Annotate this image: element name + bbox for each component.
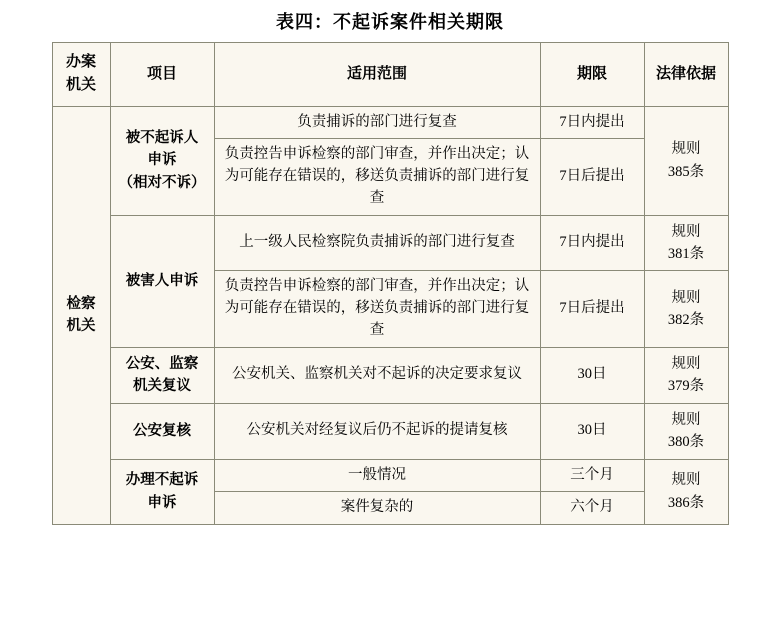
table-row bbox=[52, 459, 728, 492]
cell-scope: 案件复杂的 bbox=[214, 492, 540, 525]
basis-line-2: 379条 bbox=[667, 378, 705, 395]
basis-line-2: 385条 bbox=[667, 163, 705, 180]
cell-scope: 负责捕诉的部门进行复查 bbox=[214, 106, 540, 139]
table-row bbox=[52, 106, 728, 139]
cell-limit: 六个月 bbox=[540, 492, 644, 525]
cell-limit: 7日后提出 bbox=[540, 139, 644, 215]
column-header-limit: 期限 bbox=[540, 43, 644, 107]
cell-basis bbox=[644, 271, 728, 347]
cell-limit: 30日 bbox=[540, 403, 644, 459]
cell-scope: 负责控告申诉检察的部门审查，并作出决定；认为可能存在错误的，移送负责捕诉的部门进行复查 bbox=[214, 271, 540, 347]
cell-basis bbox=[644, 215, 728, 271]
basis-line-1: 规则 bbox=[671, 289, 701, 306]
cell-limit: 30日 bbox=[540, 347, 644, 403]
cell-limit: 三个月 bbox=[540, 459, 644, 492]
basis-line-2: 380条 bbox=[667, 434, 705, 451]
cell-scope: 公安机关、监察机关对不起诉的决定要求复议 bbox=[214, 347, 540, 403]
column-header-item: 项目 bbox=[110, 43, 214, 107]
organ-label-line2: 机关 bbox=[66, 318, 96, 335]
basis-line-1: 规则 bbox=[671, 472, 701, 489]
basis-line-1: 规则 bbox=[671, 355, 701, 372]
basis-line-1: 规则 bbox=[671, 223, 701, 240]
deadlines-table bbox=[52, 42, 729, 525]
basis-line-2: 382条 bbox=[667, 312, 705, 329]
cell-item-victim-appeal bbox=[110, 215, 214, 347]
page-title: 表四：不起诉案件相关期限 bbox=[276, 12, 504, 32]
cell-basis bbox=[644, 403, 728, 459]
cell-item-non-prosecuted-appeal bbox=[110, 106, 214, 215]
item-line-1: 被不起诉人 bbox=[125, 129, 199, 146]
column-header-organ-line1: 办案 bbox=[65, 54, 96, 70]
item-line-2: 申诉 bbox=[147, 494, 177, 511]
cell-item-police-supervision-review bbox=[110, 347, 214, 403]
basis-line-1: 规则 bbox=[671, 141, 701, 158]
column-header-organ bbox=[52, 43, 110, 107]
table-row bbox=[52, 347, 728, 403]
cell-limit: 7日后提出 bbox=[540, 271, 644, 347]
basis-line-2: 381条 bbox=[667, 245, 705, 262]
cell-scope: 一般情况 bbox=[214, 459, 540, 492]
cell-scope: 负责控告申诉检察的部门审查，并作出决定；认为可能存在错误的，移送负责捕诉的部门进行复查 bbox=[214, 139, 540, 215]
basis-line-2: 386条 bbox=[667, 494, 705, 511]
cell-basis bbox=[644, 459, 728, 525]
item-line-1: 被害人申诉 bbox=[125, 272, 199, 289]
cell-scope: 公安机关对经复议后仍不起诉的提请复核 bbox=[214, 403, 540, 459]
item-line-3: （相对不诉） bbox=[118, 174, 206, 191]
table-row bbox=[52, 403, 728, 459]
cell-item-handle-appeal bbox=[110, 459, 214, 525]
cell-organ-procuratorate bbox=[52, 106, 110, 525]
column-header-organ-line2: 机关 bbox=[65, 77, 96, 94]
item-line-2: 申诉 bbox=[147, 152, 177, 169]
item-line-1: 公安、监察 bbox=[125, 355, 199, 372]
column-header-scope: 适用范围 bbox=[214, 43, 540, 107]
item-line-1: 办理不起诉 bbox=[125, 472, 199, 489]
cell-basis bbox=[644, 347, 728, 403]
cell-scope: 上一级人民检察院负责捕诉的部门进行复查 bbox=[214, 215, 540, 271]
cell-limit: 7日内提出 bbox=[540, 215, 644, 271]
column-header-basis: 法律依据 bbox=[644, 43, 728, 107]
cell-limit: 7日内提出 bbox=[540, 106, 644, 139]
cell-basis bbox=[644, 106, 728, 215]
item-line-2: 机关复议 bbox=[133, 378, 191, 395]
table-header-row bbox=[52, 43, 728, 107]
basis-line-1: 规则 bbox=[671, 411, 701, 428]
table-row bbox=[52, 215, 728, 271]
cell-item-police-recheck bbox=[110, 403, 214, 459]
organ-label-line1: 检察 bbox=[66, 295, 96, 312]
item-line-1: 公安复核 bbox=[133, 422, 191, 439]
